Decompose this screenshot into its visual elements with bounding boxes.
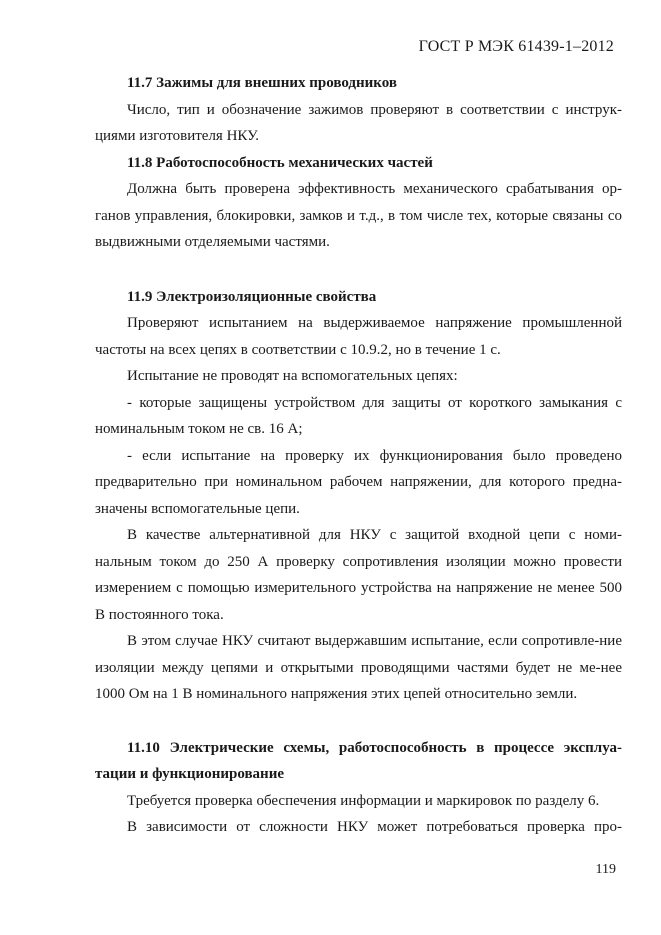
section-heading-11-7: 11.7 Зажимы для внешних проводников bbox=[127, 75, 397, 91]
section-spacer bbox=[95, 256, 622, 284]
paragraph-11-8-1: Должна быть проверена эффективность механического срабатывания ор-ганов управления, блокировки, замков и т.д., в том числе тех, которые связаны со выдвижными отделяемыми частями. bbox=[95, 181, 622, 250]
section-heading-11-9: 11.9 Электроизоляционные свойства bbox=[127, 288, 377, 305]
paragraph-11-9-4: - если испытание на проверку их функционирования было проведено предварительно при номинальном рабочем напряжении, для которого предна-значены вспомогательные цепи. bbox=[95, 447, 622, 517]
section-spacer bbox=[95, 708, 622, 735]
document-header: ГОСТ Р МЭК 61439-1–2012 bbox=[418, 38, 614, 55]
paragraph-11-9-5: В качестве альтернативной для НКУ с защитой входной цепи с номи-нальным током до 250 А проверку сопротивления изоляции можно провести измерением с помощью измерительного устройства на напряжение не менее 500 В постоянного тока. bbox=[95, 527, 622, 623]
page-number: 119 bbox=[595, 862, 616, 877]
paragraph-11-9-3: - которые защищены устройством для защиты от короткого замыкания с номинальным током не св. 16 А; bbox=[95, 394, 622, 437]
paragraph-11-9-2: Испытание не проводят на вспомогательных цепях: bbox=[127, 368, 458, 384]
section-heading-11-8: 11.8 Работоспособность механических частей bbox=[127, 154, 433, 171]
paragraph-11-7-1: Число, тип и обозначение зажимов проверяют в соответствии с инструк-циями изготовителя НКУ. bbox=[95, 101, 622, 144]
paragraph-11-9-1: Проверяют испытанием на выдерживаемое напряжение промышленной частоты на всех цепях в соответствии с 10.9.2, но в течение 1 с. bbox=[95, 315, 622, 358]
page-body bbox=[95, 70, 622, 841]
paragraph-11-10-2: В зависимости от сложности НКУ может потребоваться проверка про- bbox=[127, 819, 622, 835]
section-heading-11-10: 11.10 Электрические схемы, работоспособность в процессе эксплуа-тации и функционирование bbox=[95, 739, 622, 782]
paragraph-11-9-6: В этом случае НКУ считают выдержавшим испытание, если сопротивле-ние изоляции между цепями и открытыми проводящими частями будет не ме-нее 1000 Ом на 1 В номинального напряжения этих цепей относительно земли. bbox=[95, 633, 622, 702]
paragraph-11-10-1: Требуется проверка обеспечения информации и маркировок по разделу 6. bbox=[127, 792, 600, 809]
